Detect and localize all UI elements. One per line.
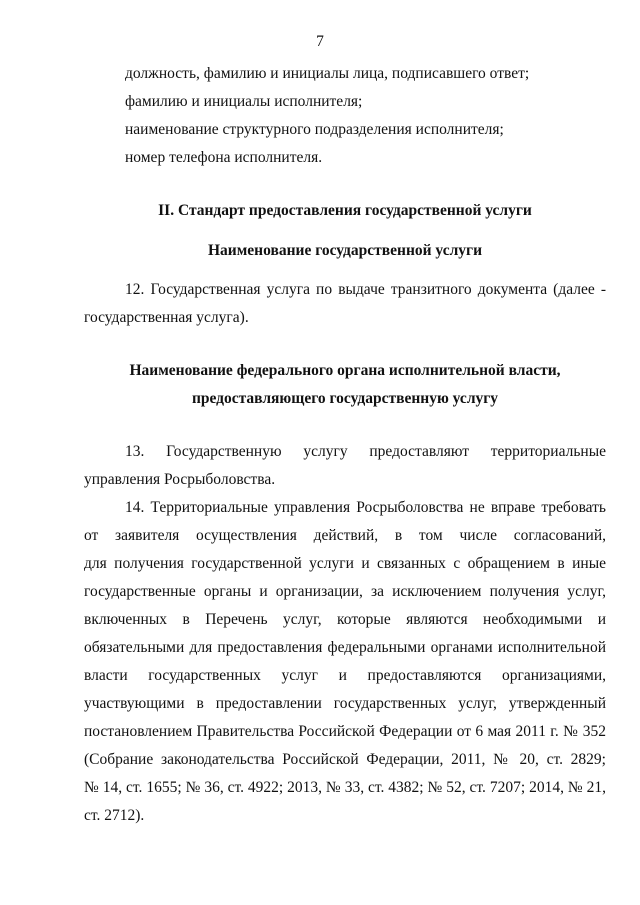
spacer — [84, 225, 606, 237]
paragraph-14-line: ст. 2712). — [84, 807, 145, 824]
paragraph-14-line: (Собрание законодательства Российской Федерации, 2011, № 20, ст. 2829; — [84, 751, 606, 768]
page-number: 7 — [316, 33, 324, 50]
spacer — [84, 332, 606, 357]
subsection-authority-line: Наименование федерального органа исполнительной власти, — [129, 362, 561, 379]
paragraph-14-line: № 14, ст. 1655; № 36, ст. 4922; 2013, № 33, ст. 4382; № 52, ст. 7207; 2014, № 21, — [84, 779, 606, 796]
paragraph-13-line: управления Росрыболовства. — [84, 471, 276, 488]
paragraph-14-line: участвующими в предоставлении государственных услуг, утвержденный — [84, 695, 606, 712]
spacer — [84, 265, 606, 276]
list-item: наименование структурного подразделения исполнителя; — [125, 121, 504, 138]
subsection-authority-line: предоставляющего государственную услугу — [191, 390, 499, 407]
spacer — [84, 172, 606, 197]
paragraph-14-line: власти государственных услуг и предоставляются организациями, — [84, 667, 606, 684]
list-item: номер телефона исполнителя. — [125, 149, 323, 166]
paragraph-13-line: 13. Государственную услугу предоставляют территориальные — [125, 443, 606, 460]
paragraph-14-line: государственные органы и организации, за исключением получения услуг, — [84, 583, 606, 600]
paragraph-14-line: для получения государственной услуги и связанных с обращением в иные — [84, 555, 606, 572]
paragraph-14-line: постановлением Правительства Российской Федерации от 6 мая 2011 г. № 352 — [84, 723, 606, 740]
paragraph-14-line: обязательными для предоставления федеральными органами исполнительной — [84, 639, 606, 656]
paragraph-12-line: 12. Государственная услуга по выдаче транзитного документа (далее - — [125, 281, 606, 298]
spacer — [84, 413, 606, 438]
list-item: фамилию и инициалы исполнителя; — [125, 93, 363, 110]
paragraph-12-line: государственная услуга). — [84, 309, 249, 326]
paragraph-14-line: 14. Территориальные управления Росрыболовства не вправе требовать — [125, 499, 606, 516]
paragraph-14-line: от заявителя осуществления действий, в том числе согласований, — [84, 527, 606, 544]
document-body — [84, 60, 606, 830]
section-title: II. Стандарт предоставления государственной услуги — [158, 202, 532, 219]
subsection-service-name: Наименование государственной услуги — [208, 242, 482, 259]
paragraph-14-line: включенных в Перечень услуг, которые являются необходимыми и — [84, 611, 606, 628]
list-item: должность, фамилию и инициалы лица, подписавшего ответ; — [125, 65, 530, 82]
